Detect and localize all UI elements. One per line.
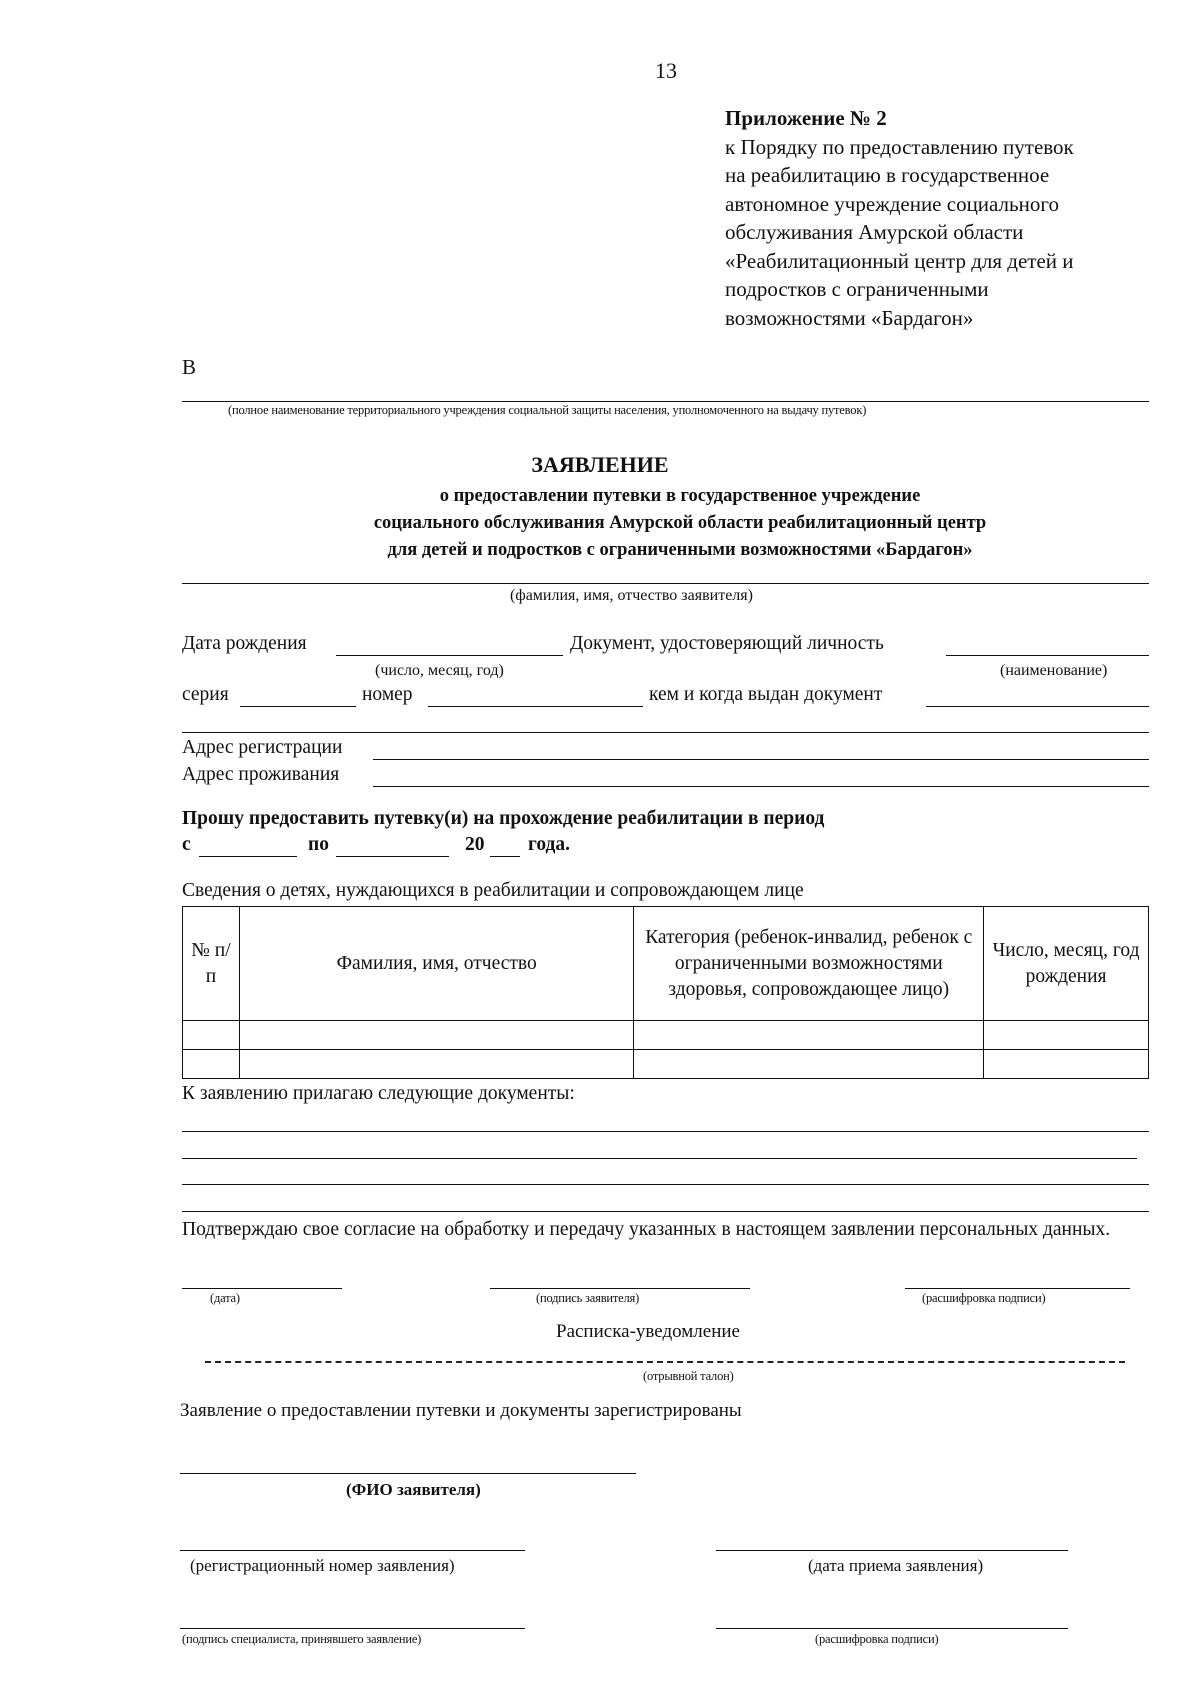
signature-decoding-caption: (расшифровка подписи): [922, 1291, 1046, 1305]
children-table-caption: Сведения о детях, нуждающихся в реабилитации и сопровождающем лице: [182, 880, 804, 901]
specialist-signature-caption: (подпись специалиста, принявшего заявление): [182, 1632, 422, 1646]
signature-decoding-field[interactable]: [905, 1288, 1130, 1289]
specialist-decoding-field[interactable]: [716, 1628, 1068, 1629]
table-cell[interactable]: [239, 1050, 633, 1079]
specialist-signature-field[interactable]: [180, 1628, 525, 1629]
appendix-line: на реабилитацию в государственное: [725, 163, 1050, 187]
table-cell[interactable]: [634, 1050, 984, 1079]
appendix-line: автономное учреждение социального: [725, 191, 1059, 216]
residence-address-field[interactable]: [373, 786, 1149, 787]
recipient-caption: (полное наименование территориального учреждения социальной защиты населения, уполномоченного на выдачу путевок): [228, 403, 867, 417]
subtitle-line: для детей и подростков с ограниченными возможностями «Бардагон»: [387, 540, 973, 560]
appendix-line: обслуживания Амурской области: [725, 220, 1024, 244]
signature-caption: (подпись заявителя): [536, 1291, 640, 1305]
subtitle-line: социального обслуживания Амурской области реабилитационный центр: [373, 513, 987, 533]
document-subtitle: [180, 483, 1180, 564]
fio-caption: (ФИО заявителя): [346, 1480, 481, 1499]
birth-date-field[interactable]: [336, 655, 563, 656]
receipt-title: Расписка-уведомление: [556, 1321, 740, 1342]
period-from-field[interactable]: [199, 856, 297, 857]
attachments-line[interactable]: [182, 1184, 1149, 1185]
date-caption: (дата): [210, 1291, 240, 1305]
birth-date-caption: (число, месяц, год): [375, 662, 504, 679]
residence-address-label: Адрес проживания: [182, 764, 340, 785]
fio-field[interactable]: [180, 1473, 636, 1474]
acceptance-date-field[interactable]: [716, 1550, 1068, 1551]
year-prefix: 20: [465, 834, 485, 855]
specialist-decoding-caption: (расшифровка подписи): [815, 1632, 939, 1646]
appendix-line: «Реабилитационный центр для детей и: [725, 248, 1074, 273]
table-row: [183, 1050, 1149, 1079]
date-field[interactable]: [182, 1288, 342, 1289]
page-number: 13: [655, 58, 677, 83]
table-cell[interactable]: [984, 1021, 1149, 1050]
series-field[interactable]: [240, 706, 356, 707]
number-field[interactable]: [428, 706, 643, 707]
registration-address-label: Адрес регистрации: [182, 737, 343, 758]
header-index: № п/п: [183, 907, 240, 1021]
table-cell[interactable]: [239, 1021, 633, 1050]
header-category: Категория (ребенок-инвалид, ребенок с ограниченными возможностями здоровья, сопровождающее лицо): [634, 907, 984, 1021]
request-line: Прошу предоставить путевку(и) на прохождение реабилитации в период: [182, 808, 825, 829]
appendix-line: подростков с ограниченными: [725, 277, 989, 301]
document-name-field[interactable]: [946, 655, 1149, 656]
attachments-line[interactable]: [182, 1131, 1149, 1132]
year-suffix: года.: [528, 834, 571, 855]
appendix-line: возможностями «Бардагон»: [725, 305, 974, 330]
attachments-line[interactable]: [182, 1158, 1137, 1159]
appendix-block: [725, 104, 1185, 332]
applicant-name-field[interactable]: [182, 583, 1149, 584]
series-label: серия: [182, 684, 229, 705]
table-cell[interactable]: [634, 1021, 984, 1050]
period-from-label: с: [182, 834, 191, 855]
tear-off-line: [205, 1361, 1125, 1363]
registered-text: Заявление о предоставлении путевки и документы зарегистрированы: [180, 1400, 742, 1421]
document-title: ЗАЯВЛЕНИЕ: [531, 452, 669, 477]
registration-number-caption: (регистрационный номер заявления): [190, 1556, 455, 1575]
tear-off-caption: (отрывной талон): [643, 1369, 734, 1383]
header-full-name: Фамилия, имя, отчество: [239, 907, 633, 1021]
children-table: [182, 906, 1149, 1079]
registration-number-field[interactable]: [180, 1550, 525, 1551]
subtitle-line: о предоставлении путевки в государственное учреждение: [439, 486, 921, 506]
period-to-field[interactable]: [336, 856, 449, 857]
birth-date-label: Дата рождения: [182, 633, 307, 654]
consent-text: Подтверждаю свое согласие на обработку и передачу указанных в настоящем заявлении персональных данных.: [182, 1219, 1111, 1240]
issued-by-field-continuation[interactable]: [182, 732, 1149, 733]
appendix-title: Приложение № 2: [725, 106, 887, 130]
recipient-field[interactable]: [182, 401, 1149, 402]
acceptance-date-caption: (дата приема заявления): [808, 1556, 984, 1575]
document-caption: (наименование): [1000, 662, 1108, 679]
issued-by-label: кем и когда выдан документ: [649, 684, 883, 705]
year-field[interactable]: [490, 856, 520, 857]
table-cell[interactable]: [183, 1021, 240, 1050]
table-row: [183, 1021, 1149, 1050]
registration-address-field[interactable]: [373, 759, 1149, 760]
header-birth-date: Число, месяц, год рождения: [984, 907, 1149, 1021]
recipient-prefix: В: [182, 355, 197, 379]
table-cell[interactable]: [183, 1050, 240, 1079]
applicant-name-caption: (фамилия, имя, отчество заявителя): [510, 587, 753, 604]
number-label: номер: [362, 684, 413, 705]
issued-by-field[interactable]: [926, 706, 1149, 707]
applicant-signature-field[interactable]: [490, 1288, 750, 1289]
table-cell[interactable]: [984, 1050, 1149, 1079]
document-label: Документ, удостоверяющий личность: [570, 633, 884, 654]
attachments-label: К заявлению прилагаю следующие документы:: [182, 1083, 575, 1104]
appendix-line: к Порядку по предоставлению путевок: [725, 134, 1074, 159]
period-to-label: по: [308, 834, 329, 855]
attachments-line[interactable]: [182, 1211, 1149, 1212]
table-header-row: [183, 907, 1149, 1021]
